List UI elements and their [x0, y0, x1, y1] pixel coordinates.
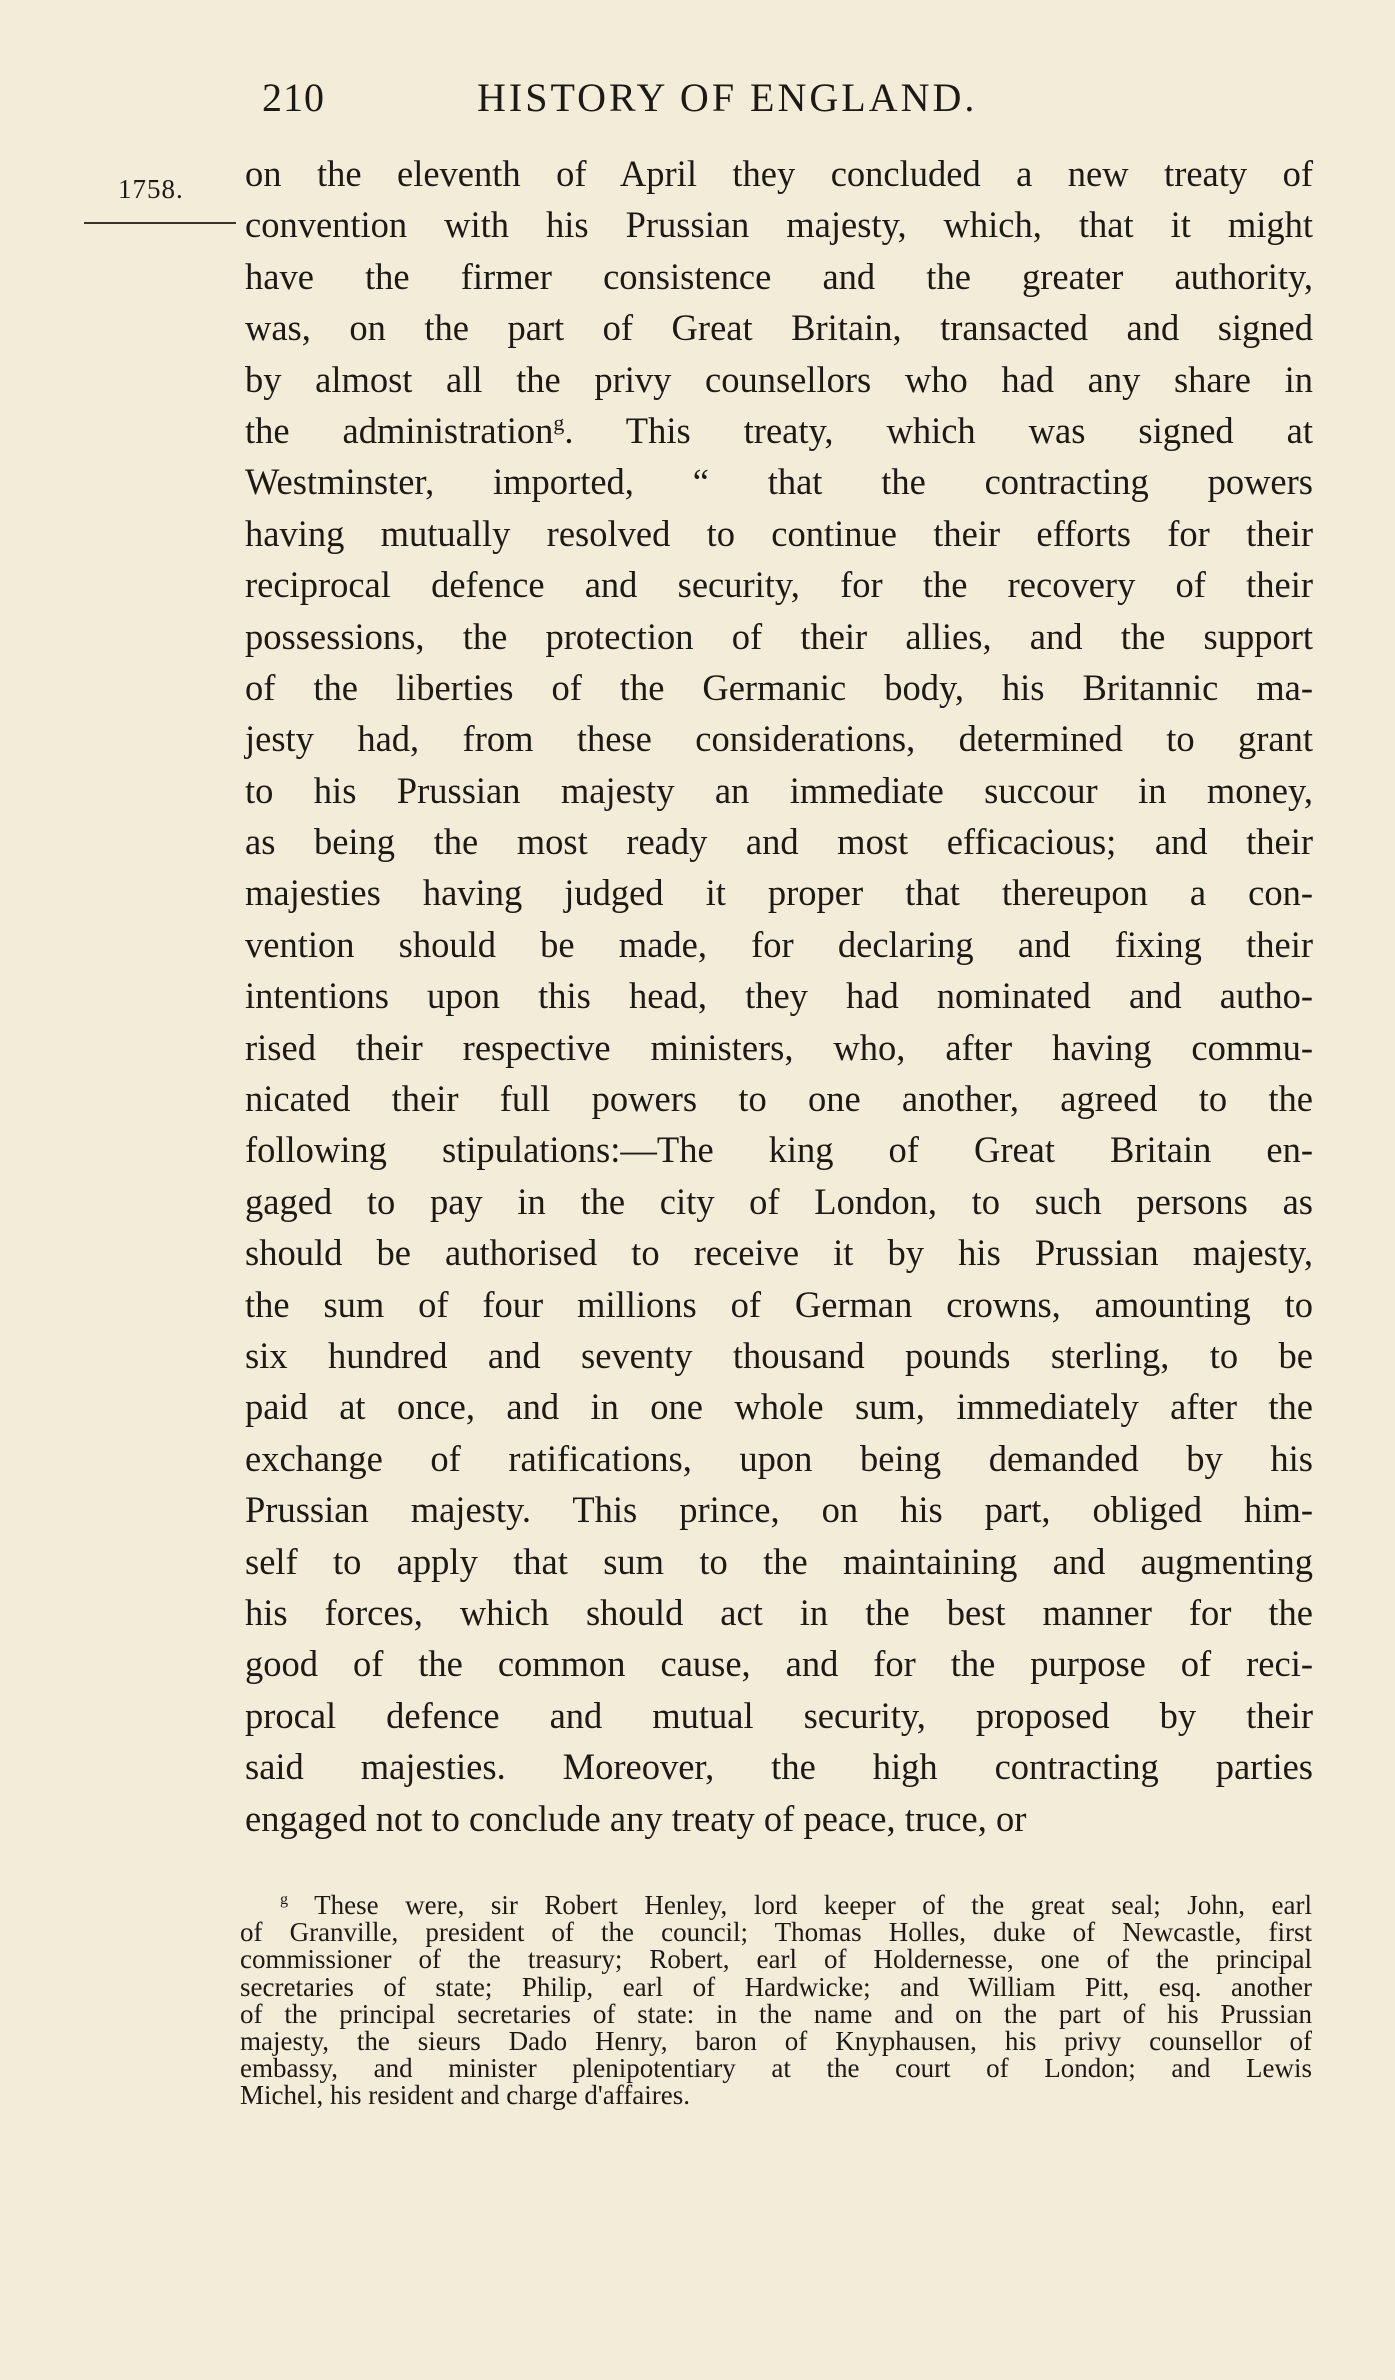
running-title: HISTORY OF ENGLAND.	[477, 75, 978, 120]
footnote-marker: g	[280, 1890, 289, 1908]
body-line: reciprocal defence and security, for the recovery of their	[245, 564, 1313, 606]
running-head	[262, 74, 1322, 124]
footnote-line	[240, 1892, 1312, 1919]
body-line-with-footnote-ref	[245, 405, 1313, 456]
body-line: vention should be made, for declaring and fixing their	[245, 923, 1313, 965]
body-line: nicated their full powers to one another, agreed to the	[245, 1078, 1313, 1120]
body-line: self to apply that sum to the maintaining and augmenting	[245, 1540, 1313, 1582]
body-line: gaged to pay in the city of London, to such persons as	[245, 1180, 1313, 1222]
body-line: the sum of four millions of German crowns, amounting to	[245, 1283, 1313, 1325]
body-line: intentions upon this head, they had nominated and autho-	[245, 975, 1313, 1017]
body-line: said majesties. Moreover, the high contracting parties	[245, 1746, 1313, 1788]
body-line-head: the administration	[245, 409, 554, 451]
body-line: good of the common cause, and for the purpose of reci-	[245, 1643, 1313, 1685]
footnote-line: of Granville, president of the council; Thomas Holles, duke of Newcastle, first	[240, 1917, 1312, 1948]
body-line: Prussian majesty. This prince, on his part, obliged him-	[245, 1489, 1313, 1531]
body-line: jesty had, from these considerations, determined to grant	[245, 718, 1313, 760]
footnote-line: majesty, the sieurs Dado Henry, baron of Knyphausen, his privy counsellor of	[240, 2025, 1312, 2056]
footnote-line: embassy, and minister plenipotentiary at the court of London; and Lewis	[240, 2053, 1312, 2084]
footnote-line-text: These were, sir Robert Henley, lord keeper of the great seal; John, earl	[314, 1890, 1312, 1920]
body-line: his forces, which should act in the best manner for the	[245, 1591, 1313, 1633]
body-line: six hundred and seventy thousand pounds sterling, to be	[245, 1334, 1313, 1376]
body-line: of the liberties of the Germanic body, his Britannic ma-	[245, 666, 1313, 708]
body-line: have the firmer consistence and the greater authority,	[245, 255, 1313, 297]
body-line: exchange of ratifications, upon being demanded by his	[245, 1437, 1313, 1479]
body-line: on the eleventh of April they concluded a new treaty of	[245, 153, 1313, 194]
body-line: paid at once, and in one whole sum, immediately after the	[245, 1386, 1313, 1428]
footnote-line: secretaries of state; Philip, earl of Hardwicke; and William Pitt, esq. another	[240, 1971, 1312, 2002]
body-line: having mutually resolved to continue their efforts for their	[245, 512, 1313, 554]
footnote	[240, 1892, 1312, 2110]
footnote-reference: g	[553, 409, 565, 435]
body-line: procal defence and mutual security, proposed by their	[245, 1694, 1313, 1736]
body-line: was, on the part of Great Britain, transacted and signed	[245, 307, 1313, 349]
page-number: 210	[262, 75, 325, 120]
body-line: following stipulations:—The king of Great Britain en-	[245, 1129, 1313, 1171]
body-line: majesties having judged it proper that thereupon a con-	[245, 872, 1313, 914]
body-line: convention with his Prussian majesty, which, that it might	[245, 204, 1313, 246]
footnote-line: commissioner of the treasury; Robert, earl of Holdernesse, one of the principal	[240, 1944, 1312, 1975]
body-line: rised their respective ministers, who, after having commu-	[245, 1026, 1313, 1068]
body-text	[245, 148, 1313, 1844]
body-line: engaged not to conclude any treaty of peace, truce, or	[245, 1797, 1027, 1839]
body-line: possessions, the protection of their allies, and the support	[245, 615, 1313, 657]
body-line: Westminster, imported, “ that the contracting powers	[245, 461, 1313, 503]
body-line: as being the most ready and most efficacious; and their	[245, 821, 1313, 863]
body-line: should be authorised to receive it by his Prussian majesty,	[245, 1232, 1313, 1274]
body-line-tail: . This treaty, which was signed at	[564, 409, 1313, 451]
margin-rule	[84, 222, 236, 224]
body-line: by almost all the privy counsellors who had any share in	[245, 358, 1313, 400]
footnote-line: of the principal secretaries of state: in the name and on the part of his Prussian	[240, 1998, 1312, 2029]
body-line: to his Prussian majesty an immediate succour in money,	[245, 769, 1313, 811]
footnote-line: Michel, his resident and charge d'affaires.	[240, 2080, 690, 2111]
margin-year: 1758.	[118, 174, 184, 204]
